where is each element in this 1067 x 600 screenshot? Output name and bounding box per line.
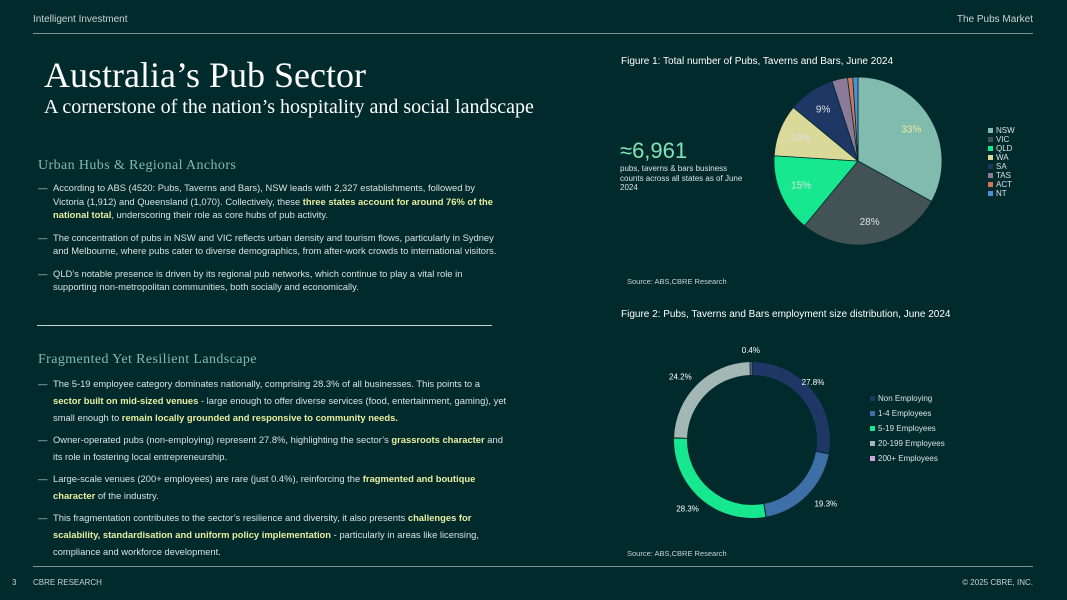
data-label: 28% [859,216,880,228]
legend-swatch [870,441,875,446]
data-label: 28.3% [676,504,699,514]
legend-swatch [870,426,875,431]
bullet-text: The 5-19 employee category dominates nationally, comprising 28.3% of all businesses. This points to a [53,378,480,389]
bullet-text: - large enough to offer diverse services (food, entertainment, gaming), yet small enough to [53,395,507,423]
bullet-highlight: grassroots character [391,434,485,445]
bullet-text: of the industry. [95,490,159,501]
legend-label: NSW [996,126,1015,135]
slice-200-employees [751,362,752,375]
bullet-text: - particularly in areas like licensing, compliance and workforce development. [53,529,479,557]
page-number: 3 [12,578,17,587]
bullet-text: QLD’s notable presence is driven by its regional pub networks, which continue to play a vital role in supporting non-metropolitan communities, both socially and economically. [53,267,463,292]
legend-label: NT [996,189,1007,198]
bullet-text: Owner-operated pubs (non-employing) represent 27.8%, highlighting the sector’s [53,434,392,445]
header-rule [33,33,1033,34]
fig2-legend [870,394,945,469]
bullet-highlight: remain locally grounded and responsive to community needs. [121,412,398,423]
legend-item [870,439,945,448]
section-divider [37,325,492,326]
fig1-title: Figure 1: Total number of Pubs, Taverns and Bars, June 2024 [621,56,894,67]
data-label: 24.2% [669,372,692,382]
bullet-text: and its role in fostering local entrepreneurship. [53,434,503,462]
footer-right: © 2025 CBRE, INC. [962,578,1033,587]
legend-item [988,135,1015,144]
legend-item [870,409,945,418]
section2-bullets [38,375,508,565]
list-item [38,509,508,560]
list-item [38,231,508,258]
legend-label: 20-199 Employees [878,439,945,448]
fig1-legend [988,126,1015,198]
data-label: 15% [791,180,812,192]
legend-label: QLD [996,144,1013,153]
legend-item [870,424,945,433]
legend-swatch [988,155,993,160]
legend-label: VIC [996,135,1010,144]
legend-item [988,153,1015,162]
legend-swatch [988,182,993,187]
bullet-text: , underscoring their role as core hubs of pub activity. [111,209,328,220]
data-label: 27.8% [801,378,825,388]
bullet-text: The concentration of pubs in NSW and VIC reflects urban density and tourism flows, particularly in Sydney and Melbourne, where pubs cater to diverse demographics, from after-work crowds to international visitors. [53,231,497,256]
legend-item [988,180,1015,189]
bullet-text: Large-scale venues (200+ employees) are rare (just 0.4%), reinforcing the [53,473,363,484]
page-subtitle: A cornerstone of the nation’s hospitality and social landscape [44,96,534,118]
legend-label: 5-19 Employees [878,424,936,433]
bullet-highlight: sector built on mid-sized venues [53,395,199,406]
data-label: 19.3% [814,499,838,509]
header-left: Intelligent Investment [33,14,128,25]
section2-heading: Fragmented Yet Resilient Landscape [38,352,257,367]
fig2-source: Source: ABS,CBRE Research [627,549,727,558]
legend-label: TAS [996,171,1011,180]
legend-swatch [988,137,993,142]
footer-left: CBRE RESEARCH [33,578,102,587]
list-item [38,470,508,504]
legend-label: Non Employing [878,394,933,403]
fig1-source: Source: ABS,CBRE Research [627,277,727,286]
fig1-callout-value: ≈6,961 [620,138,688,163]
header-right: The Pubs Market [956,14,1033,25]
list-item [38,375,508,426]
legend-label: 200+ Employees [878,454,938,463]
legend-label: 1-4 Employees [878,409,932,418]
bullet-highlight: challenges for scalability, standardisation and uniform policy implementation [53,512,472,540]
page-title: Australia’s Pub Sector [44,55,366,95]
list-item [38,431,508,465]
bullet-text: According to ABS (4520: Pubs, Taverns and Bars), NSW leads with 2,327 establishments, followed by Victoria (1,912) and Queensland (1,070). Collectively, these [53,182,475,207]
data-label: 9% [815,104,831,116]
legend-item [870,394,945,403]
fig1-pie-chart [760,75,960,260]
list-item [38,181,508,222]
legend-swatch [988,173,993,178]
fig2-donut-chart [655,338,855,538]
legend-label: SA [996,162,1007,171]
section1-heading: Urban Hubs & Regional Anchors [38,158,237,173]
legend-item [988,126,1015,135]
legend-item [988,144,1015,153]
legend-swatch [988,191,993,196]
legend-label: WA [996,153,1009,162]
legend-label: ACT [996,180,1012,189]
list-item [38,267,508,294]
data-label: 33% [901,124,922,136]
legend-swatch [870,456,875,461]
legend-item [988,171,1015,180]
data-label: 10% [790,133,811,145]
legend-swatch [870,396,875,401]
legend-swatch [988,164,993,169]
fig1-callout-desc: pubs, taverns & bars business counts across all states as of June 2024 [620,164,743,192]
legend-item [870,454,945,463]
section1-bullets [38,181,508,303]
bullet-highlight: fragmented and boutique character [53,473,476,501]
footer-rule [33,566,1033,567]
legend-swatch [988,146,993,151]
legend-item [988,189,1015,198]
data-label: 0.4% [741,346,760,356]
bullet-highlight: three states account for around 76% of the national total [53,195,493,220]
fig2-title: Figure 2: Pubs, Taverns and Bars employment size distribution, June 2024 [621,309,951,320]
legend-item [988,162,1015,171]
slice-non-employing [753,362,830,453]
legend-swatch [870,411,875,416]
legend-swatch [988,128,993,133]
bullet-text: This fragmentation contributes to the sector’s resilience and diversity, it also presents [53,512,408,523]
